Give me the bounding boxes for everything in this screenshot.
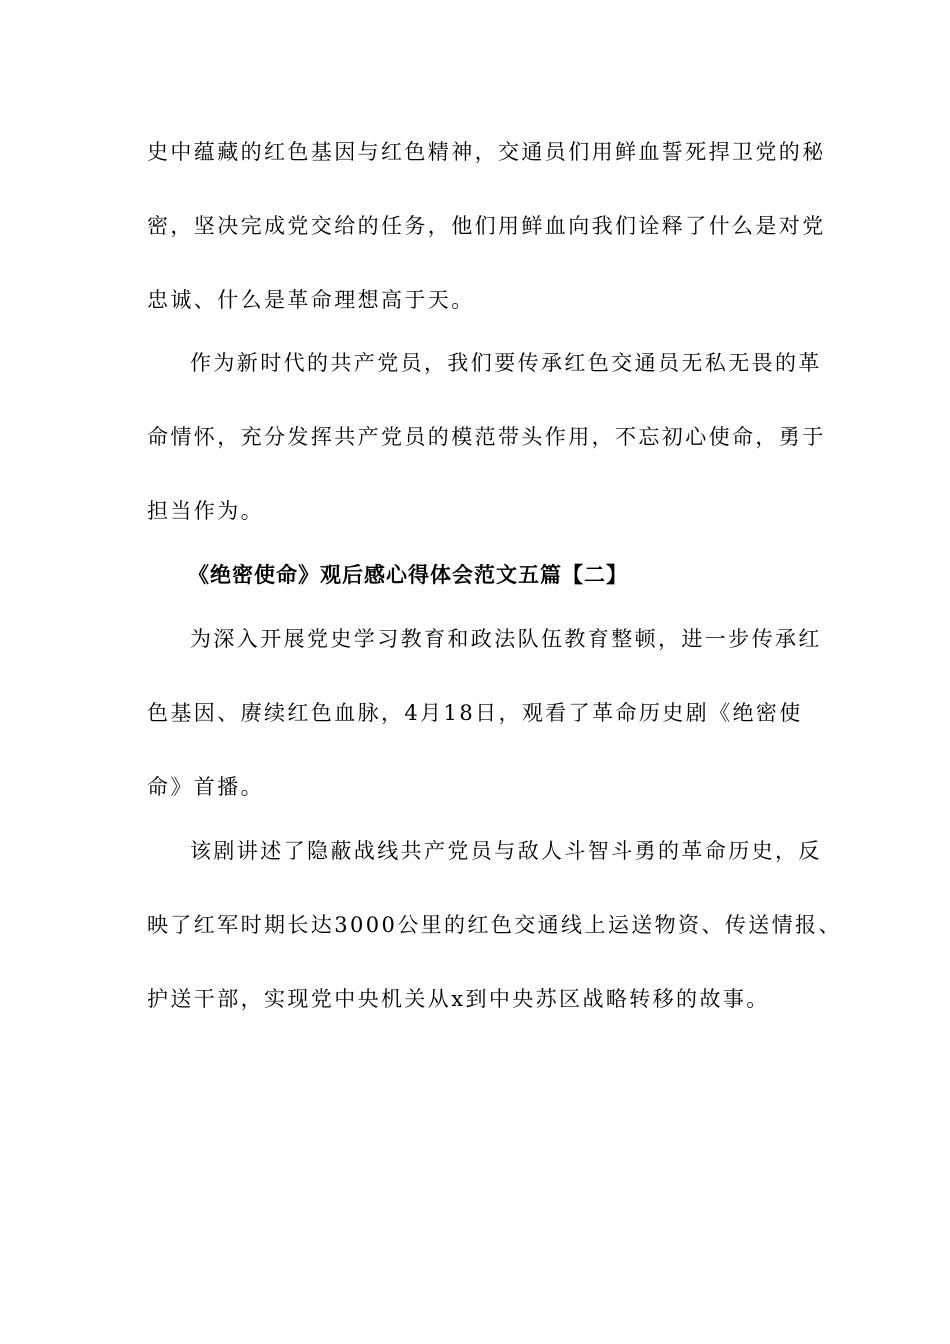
section-heading: 《绝密使命》观后感心得体会范文五篇【二】 bbox=[188, 562, 628, 587]
paragraph-4-line-2: 映了红军时期长达3000公里的红色交通线上运送物资、传送情报、 bbox=[147, 913, 842, 937]
paragraph-3-line-3: 命》首播。 bbox=[147, 775, 264, 799]
paragraph-4-line-3: 护送干部，实现党中央机关从x到中央苏区战略转移的故事。 bbox=[147, 987, 770, 1011]
paragraph-1-line-3: 忠诚、什么是革命理想高于天。 bbox=[147, 288, 475, 312]
paragraph-2-line-3: 担当作为。 bbox=[147, 499, 264, 523]
paragraph-4-line-1: 该剧讲述了隐蔽战线共产党员与敌人斗智斗勇的革命历史，反 bbox=[190, 839, 822, 863]
paragraph-1-line-2: 密，坚决完成党交给的任务，他们用鲜血向我们诠释了什么是对党 bbox=[147, 214, 826, 238]
paragraph-3-line-2: 色基因、赓续红色血脉，4月18日，观看了革命历史剧《绝密使 bbox=[147, 701, 803, 725]
paragraph-1-line-1: 史中蕴藏的红色基因与红色精神，交通员们用鲜血誓死捍卫党的秘 bbox=[147, 140, 826, 164]
paragraph-3-line-1: 为深入开展党史学习教育和政法队伍教育整顿，进一步传承红 bbox=[190, 627, 822, 651]
paragraph-2-line-2: 命情怀，充分发挥共产党员的模范带头作用，不忘初心使命，勇于 bbox=[147, 425, 826, 449]
paragraph-2-line-1: 作为新时代的共产党员，我们要传承红色交通员无私无畏的革 bbox=[190, 351, 822, 375]
